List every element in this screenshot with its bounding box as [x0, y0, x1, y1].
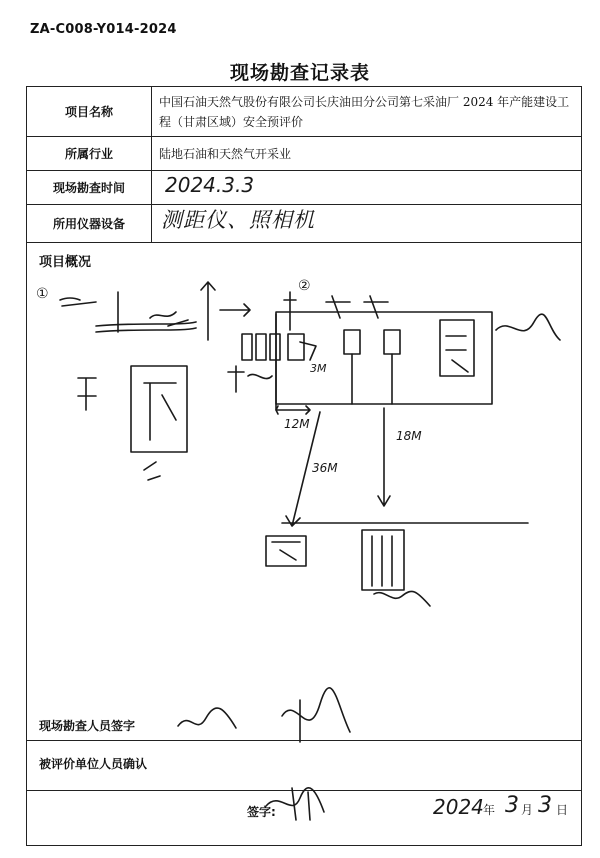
date-month: 3	[505, 793, 519, 818]
well-pad	[276, 312, 492, 404]
project-name-value: 中国石油天然气股份有限公司长庆油田分公司第七采油厂 2024 年产能建设工程（甘肃区域）安全预评价	[159, 95, 570, 129]
client-confirm-label: 被评价单位人员确认	[39, 757, 148, 771]
instruments-value: 测距仪、照相机	[161, 208, 315, 232]
date-month-unit: 月	[521, 803, 534, 817]
overview-label: 项目概况	[39, 255, 92, 270]
sketch-dist-12m: 12M	[284, 417, 310, 431]
sign-prefix: 签字:	[247, 805, 276, 819]
instruments-label: 所用仪器设备	[27, 205, 152, 242]
survey-time-value: 2024.3.3	[165, 173, 255, 197]
sketch-dist-36m: 36M	[312, 461, 338, 475]
survey-time-label: 现场勘查时间	[27, 171, 152, 204]
date-day: 3	[538, 793, 552, 818]
surveyor-sign-label: 现场勘查人员签字	[39, 719, 136, 733]
industry-label: 所属行业	[27, 137, 152, 170]
document-title: 现场勘查记录表	[229, 62, 370, 84]
date-year-unit: 年	[483, 803, 496, 817]
project-name-label: 项目名称	[27, 87, 152, 136]
date-day-unit: 日	[556, 803, 569, 817]
sketch-dist-3m: 3M	[310, 362, 327, 375]
arrow-18m	[378, 408, 390, 506]
document-code: ZA-C008-Y014-2024	[30, 22, 177, 37]
date-year: 2024	[433, 795, 484, 819]
sketch-item1: ①	[36, 286, 49, 302]
industry-value: 陆地石油和天然气开采业	[159, 146, 292, 161]
sketch-item2: ②	[298, 278, 311, 294]
sketch-dist-18m: 18M	[396, 429, 422, 443]
left-building	[131, 366, 187, 452]
